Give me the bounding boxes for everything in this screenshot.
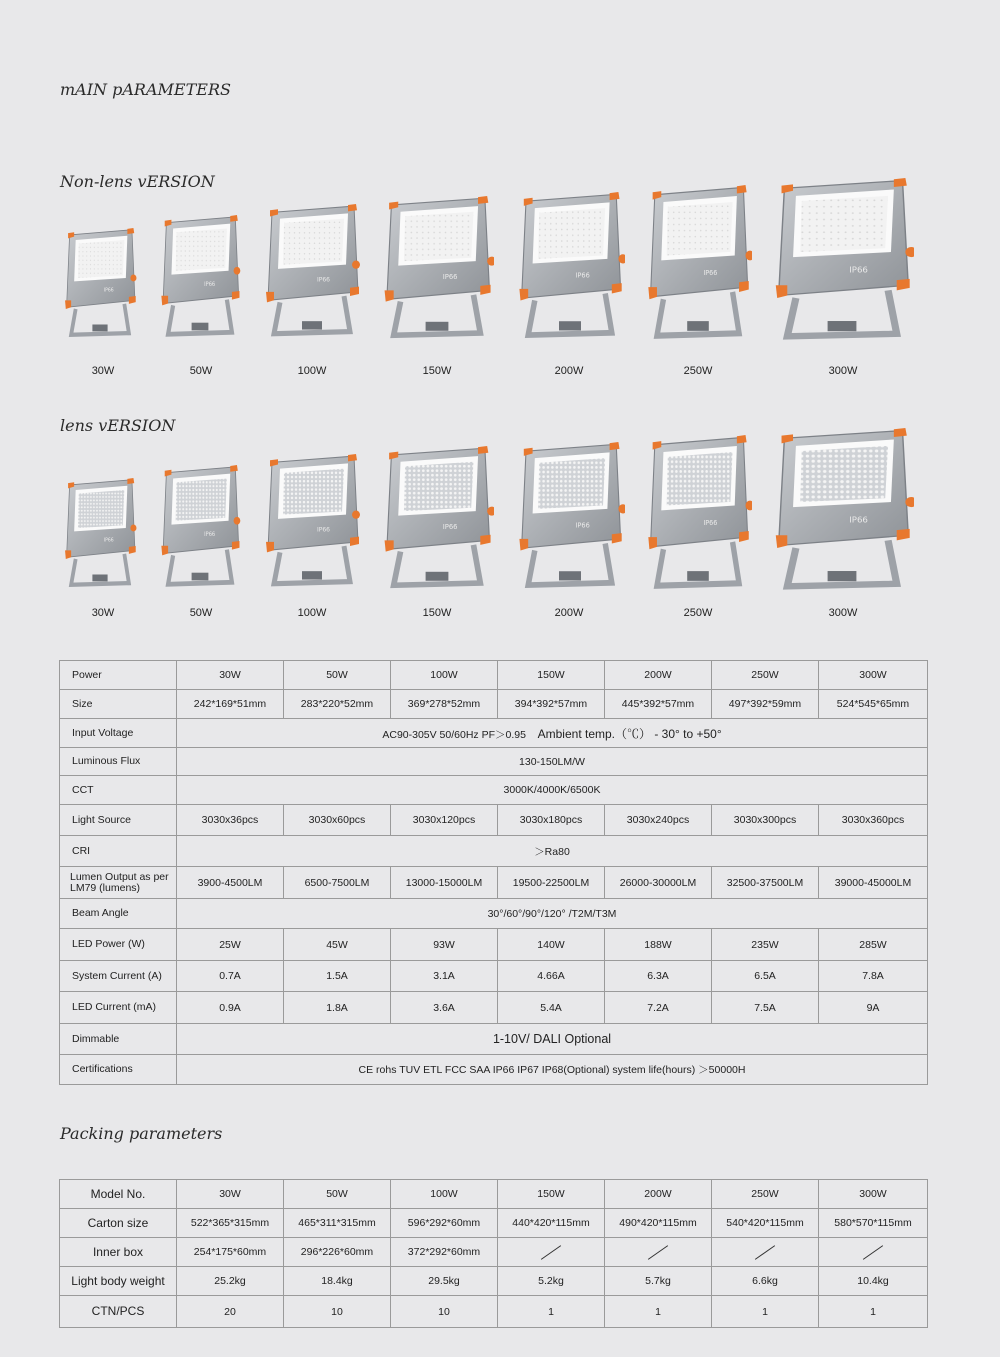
svg-text:IP66: IP66 — [703, 518, 718, 528]
cell: 5.7kg — [605, 1267, 712, 1296]
cell: 9A — [819, 992, 928, 1024]
cell: 3030x36pcs — [177, 805, 284, 836]
cell: 445*392*57mm — [605, 690, 712, 719]
cell: 1-10V/ DALI Optional — [177, 1024, 928, 1055]
nonlens-version-heading: Non-lens vERSION — [60, 172, 215, 191]
wattage-label: 50W — [189, 607, 213, 619]
svg-text:IP66: IP66 — [317, 526, 330, 534]
row-ctn-pcs — [60, 1296, 928, 1328]
cell: 580*570*115mm — [819, 1209, 928, 1238]
row-dimmable — [60, 1024, 928, 1055]
cell: 50W — [284, 1180, 391, 1209]
svg-text:IP66: IP66 — [442, 273, 458, 282]
cell: CE rohs TUV ETL FCC SAA IP66 IP67 IP68(Optional) system life(hours) ＞50000H — [177, 1055, 928, 1085]
cell-empty — [605, 1238, 712, 1267]
floodlight-image — [380, 446, 494, 592]
cell: 6.6kg — [712, 1267, 819, 1296]
wattage-label: 150W — [422, 607, 452, 619]
row-beam-angle — [60, 899, 928, 929]
cell: 100W — [391, 661, 498, 690]
cell: 250W — [712, 661, 819, 690]
floodlight-image — [515, 442, 625, 592]
cell: 0.9A — [177, 992, 284, 1024]
cell: 1 — [819, 1296, 928, 1328]
cell: 1 — [605, 1296, 712, 1328]
cell: 1 — [498, 1296, 605, 1328]
wattage-label: 250W — [683, 607, 713, 619]
wattage-label: 300W — [828, 607, 858, 619]
row-label: System Current (A) — [60, 961, 177, 992]
cell: 25.2kg — [177, 1267, 284, 1296]
voltage-text: AC90-305V 50/60Hz PF＞0.95 — [382, 728, 526, 741]
slash-mark — [755, 1245, 775, 1260]
cell: 26000-30000LM — [605, 867, 712, 899]
ambient-temp-text: Ambient temp.（℃） - 30° to +50° — [537, 726, 722, 741]
cell: 300W — [819, 1180, 928, 1209]
cell: 1 — [712, 1296, 819, 1328]
row-cct — [60, 776, 928, 805]
cell: 140W — [498, 929, 605, 961]
cell: ＞Ra80 — [177, 836, 928, 867]
floodlight-image — [62, 478, 138, 590]
row-led-current — [60, 992, 928, 1024]
slash-mark — [541, 1245, 561, 1260]
cell: 3030x300pcs — [712, 805, 819, 836]
row-label: Inner box — [60, 1238, 177, 1267]
wattage-label: 200W — [554, 365, 584, 377]
floodlight-image — [644, 185, 752, 343]
row-label: Certifications — [60, 1055, 177, 1085]
cell: 540*420*115mm — [712, 1209, 819, 1238]
cell: 440*420*115mm — [498, 1209, 605, 1238]
row-inner-box — [60, 1238, 928, 1267]
packing-parameters-table — [59, 1179, 928, 1328]
cell: 372*292*60mm — [391, 1238, 498, 1267]
packing-parameters-heading: Packing parameters — [60, 1124, 223, 1143]
floodlight-image — [770, 428, 914, 594]
cell: 4.66A — [498, 961, 605, 992]
row-label: CCT — [60, 776, 177, 805]
cell: 3030x240pcs — [605, 805, 712, 836]
cell: 3.6A — [391, 992, 498, 1024]
row-light-body-weight — [60, 1267, 928, 1296]
cell-empty — [712, 1238, 819, 1267]
cell: 6500-7500LM — [284, 867, 391, 899]
wattage-label: 30W — [91, 365, 115, 377]
floodlight-image — [262, 454, 362, 590]
row-cri — [60, 836, 928, 867]
row-label: Size — [60, 690, 177, 719]
cell: 242*169*51mm — [177, 690, 284, 719]
cell: 285W — [819, 929, 928, 961]
floodlight-image — [158, 215, 242, 340]
svg-text:IP66: IP66 — [849, 264, 868, 275]
cell: 5.2kg — [498, 1267, 605, 1296]
slash-mark — [648, 1245, 668, 1260]
cell: 10.4kg — [819, 1267, 928, 1296]
row-label: Light body weight — [60, 1267, 177, 1296]
cell — [177, 719, 928, 748]
row-label: Dimmable — [60, 1024, 177, 1055]
wattage-label: 250W — [683, 365, 713, 377]
cell: 5.4A — [498, 992, 605, 1024]
cell: 3.1A — [391, 961, 498, 992]
row-power — [60, 661, 928, 690]
cell: 30°/60°/90°/120° /T2M/T3M — [177, 899, 928, 929]
cell: 13000-15000LM — [391, 867, 498, 899]
cell: 93W — [391, 929, 498, 961]
main-parameters-heading: mAIN pARAMETERS — [60, 80, 231, 99]
cell: 369*278*52mm — [391, 690, 498, 719]
cell: 50W — [284, 661, 391, 690]
cell: 30W — [177, 1180, 284, 1209]
cell: 1.8A — [284, 992, 391, 1024]
cell: 1.5A — [284, 961, 391, 992]
row-label: CTN/PCS — [60, 1296, 177, 1328]
cell-empty — [819, 1238, 928, 1267]
row-system-current — [60, 961, 928, 992]
floodlight-image — [770, 178, 914, 344]
row-label: LED Power (W) — [60, 929, 177, 961]
floodlight-image — [644, 435, 752, 593]
svg-text:IP66: IP66 — [442, 523, 458, 532]
svg-text:IP66: IP66 — [703, 268, 718, 278]
cell: 7.5A — [712, 992, 819, 1024]
svg-text:IP66: IP66 — [575, 521, 590, 530]
wattage-label: 100W — [297, 607, 327, 619]
svg-text:IP66: IP66 — [317, 276, 330, 284]
svg-text:IP66: IP66 — [103, 287, 114, 294]
cell: 6.5A — [712, 961, 819, 992]
row-input-voltage — [60, 719, 928, 748]
wattage-label: 300W — [828, 365, 858, 377]
cell: 150W — [498, 1180, 605, 1209]
svg-text:IP66: IP66 — [849, 514, 868, 525]
cell: 254*175*60mm — [177, 1238, 284, 1267]
wattage-label: 30W — [91, 607, 115, 619]
cell: 3030x360pcs — [819, 805, 928, 836]
row-lumen-output — [60, 867, 928, 899]
row-label: Carton size — [60, 1209, 177, 1238]
cell: 465*311*315mm — [284, 1209, 391, 1238]
cell: 3030x120pcs — [391, 805, 498, 836]
floodlight-image — [515, 192, 625, 342]
cell: 130-150LM/W — [177, 748, 928, 776]
cell: 25W — [177, 929, 284, 961]
cell: 250W — [712, 1180, 819, 1209]
cell: 200W — [605, 661, 712, 690]
cell: 300W — [819, 661, 928, 690]
cell: 20 — [177, 1296, 284, 1328]
row-label: CRI — [60, 836, 177, 867]
cell: 522*365*315mm — [177, 1209, 284, 1238]
cell: 394*392*57mm — [498, 690, 605, 719]
cell: 39000-45000LM — [819, 867, 928, 899]
row-label: LED Current (mA) — [60, 992, 177, 1024]
wattage-label: 50W — [189, 365, 213, 377]
cell: 29.5kg — [391, 1267, 498, 1296]
row-led-power — [60, 929, 928, 961]
cell: 3030x60pcs — [284, 805, 391, 836]
cell: 524*545*65mm — [819, 690, 928, 719]
cell: 283*220*52mm — [284, 690, 391, 719]
row-label: Luminous Flux — [60, 748, 177, 776]
cell: 6.3A — [605, 961, 712, 992]
lens-version-heading: lens vERSION — [60, 416, 176, 435]
cell-empty — [498, 1238, 605, 1267]
cell: 497*392*59mm — [712, 690, 819, 719]
row-label: Beam Angle — [60, 899, 177, 929]
cell: 200W — [605, 1180, 712, 1209]
row-light-source — [60, 805, 928, 836]
svg-text:IP66: IP66 — [575, 271, 590, 280]
cell: 32500-37500LM — [712, 867, 819, 899]
cell: 0.7A — [177, 961, 284, 992]
cell: 3000K/4000K/6500K — [177, 776, 928, 805]
cell: 19500-22500LM — [498, 867, 605, 899]
row-carton-size — [60, 1209, 928, 1238]
row-label: Power — [60, 661, 177, 690]
cell: 150W — [498, 661, 605, 690]
cell: 490*420*115mm — [605, 1209, 712, 1238]
row-size — [60, 690, 928, 719]
cell: 18.4kg — [284, 1267, 391, 1296]
wattage-label: 100W — [297, 365, 327, 377]
cell: 100W — [391, 1180, 498, 1209]
row-model — [60, 1180, 928, 1209]
cell: 188W — [605, 929, 712, 961]
cell: 30W — [177, 661, 284, 690]
floodlight-image — [262, 204, 362, 340]
row-label: Model No. — [60, 1180, 177, 1209]
wattage-label: 150W — [422, 365, 452, 377]
row-label: Input Voltage — [60, 719, 177, 748]
cell: 10 — [391, 1296, 498, 1328]
cell: 3030x180pcs — [498, 805, 605, 836]
cell: 596*292*60mm — [391, 1209, 498, 1238]
slash-mark — [863, 1245, 883, 1260]
row-luminous-flux — [60, 748, 928, 776]
cell: 235W — [712, 929, 819, 961]
row-certifications — [60, 1055, 928, 1085]
cell: 3900-4500LM — [177, 867, 284, 899]
cell: 10 — [284, 1296, 391, 1328]
cell: 7.8A — [819, 961, 928, 992]
cell: 7.2A — [605, 992, 712, 1024]
floodlight-image — [158, 465, 242, 590]
floodlight-image — [62, 228, 138, 340]
svg-text:IP66: IP66 — [103, 537, 114, 544]
svg-text:IP66: IP66 — [204, 531, 216, 539]
cell: 45W — [284, 929, 391, 961]
cell: 296*226*60mm — [284, 1238, 391, 1267]
svg-text:IP66: IP66 — [204, 281, 216, 289]
floodlight-image — [380, 196, 494, 342]
row-label: Light Source — [60, 805, 177, 836]
row-label: Lumen Output as per LM79 (lumens) — [60, 867, 177, 899]
main-parameters-table — [59, 660, 928, 1085]
wattage-label: 200W — [554, 607, 584, 619]
